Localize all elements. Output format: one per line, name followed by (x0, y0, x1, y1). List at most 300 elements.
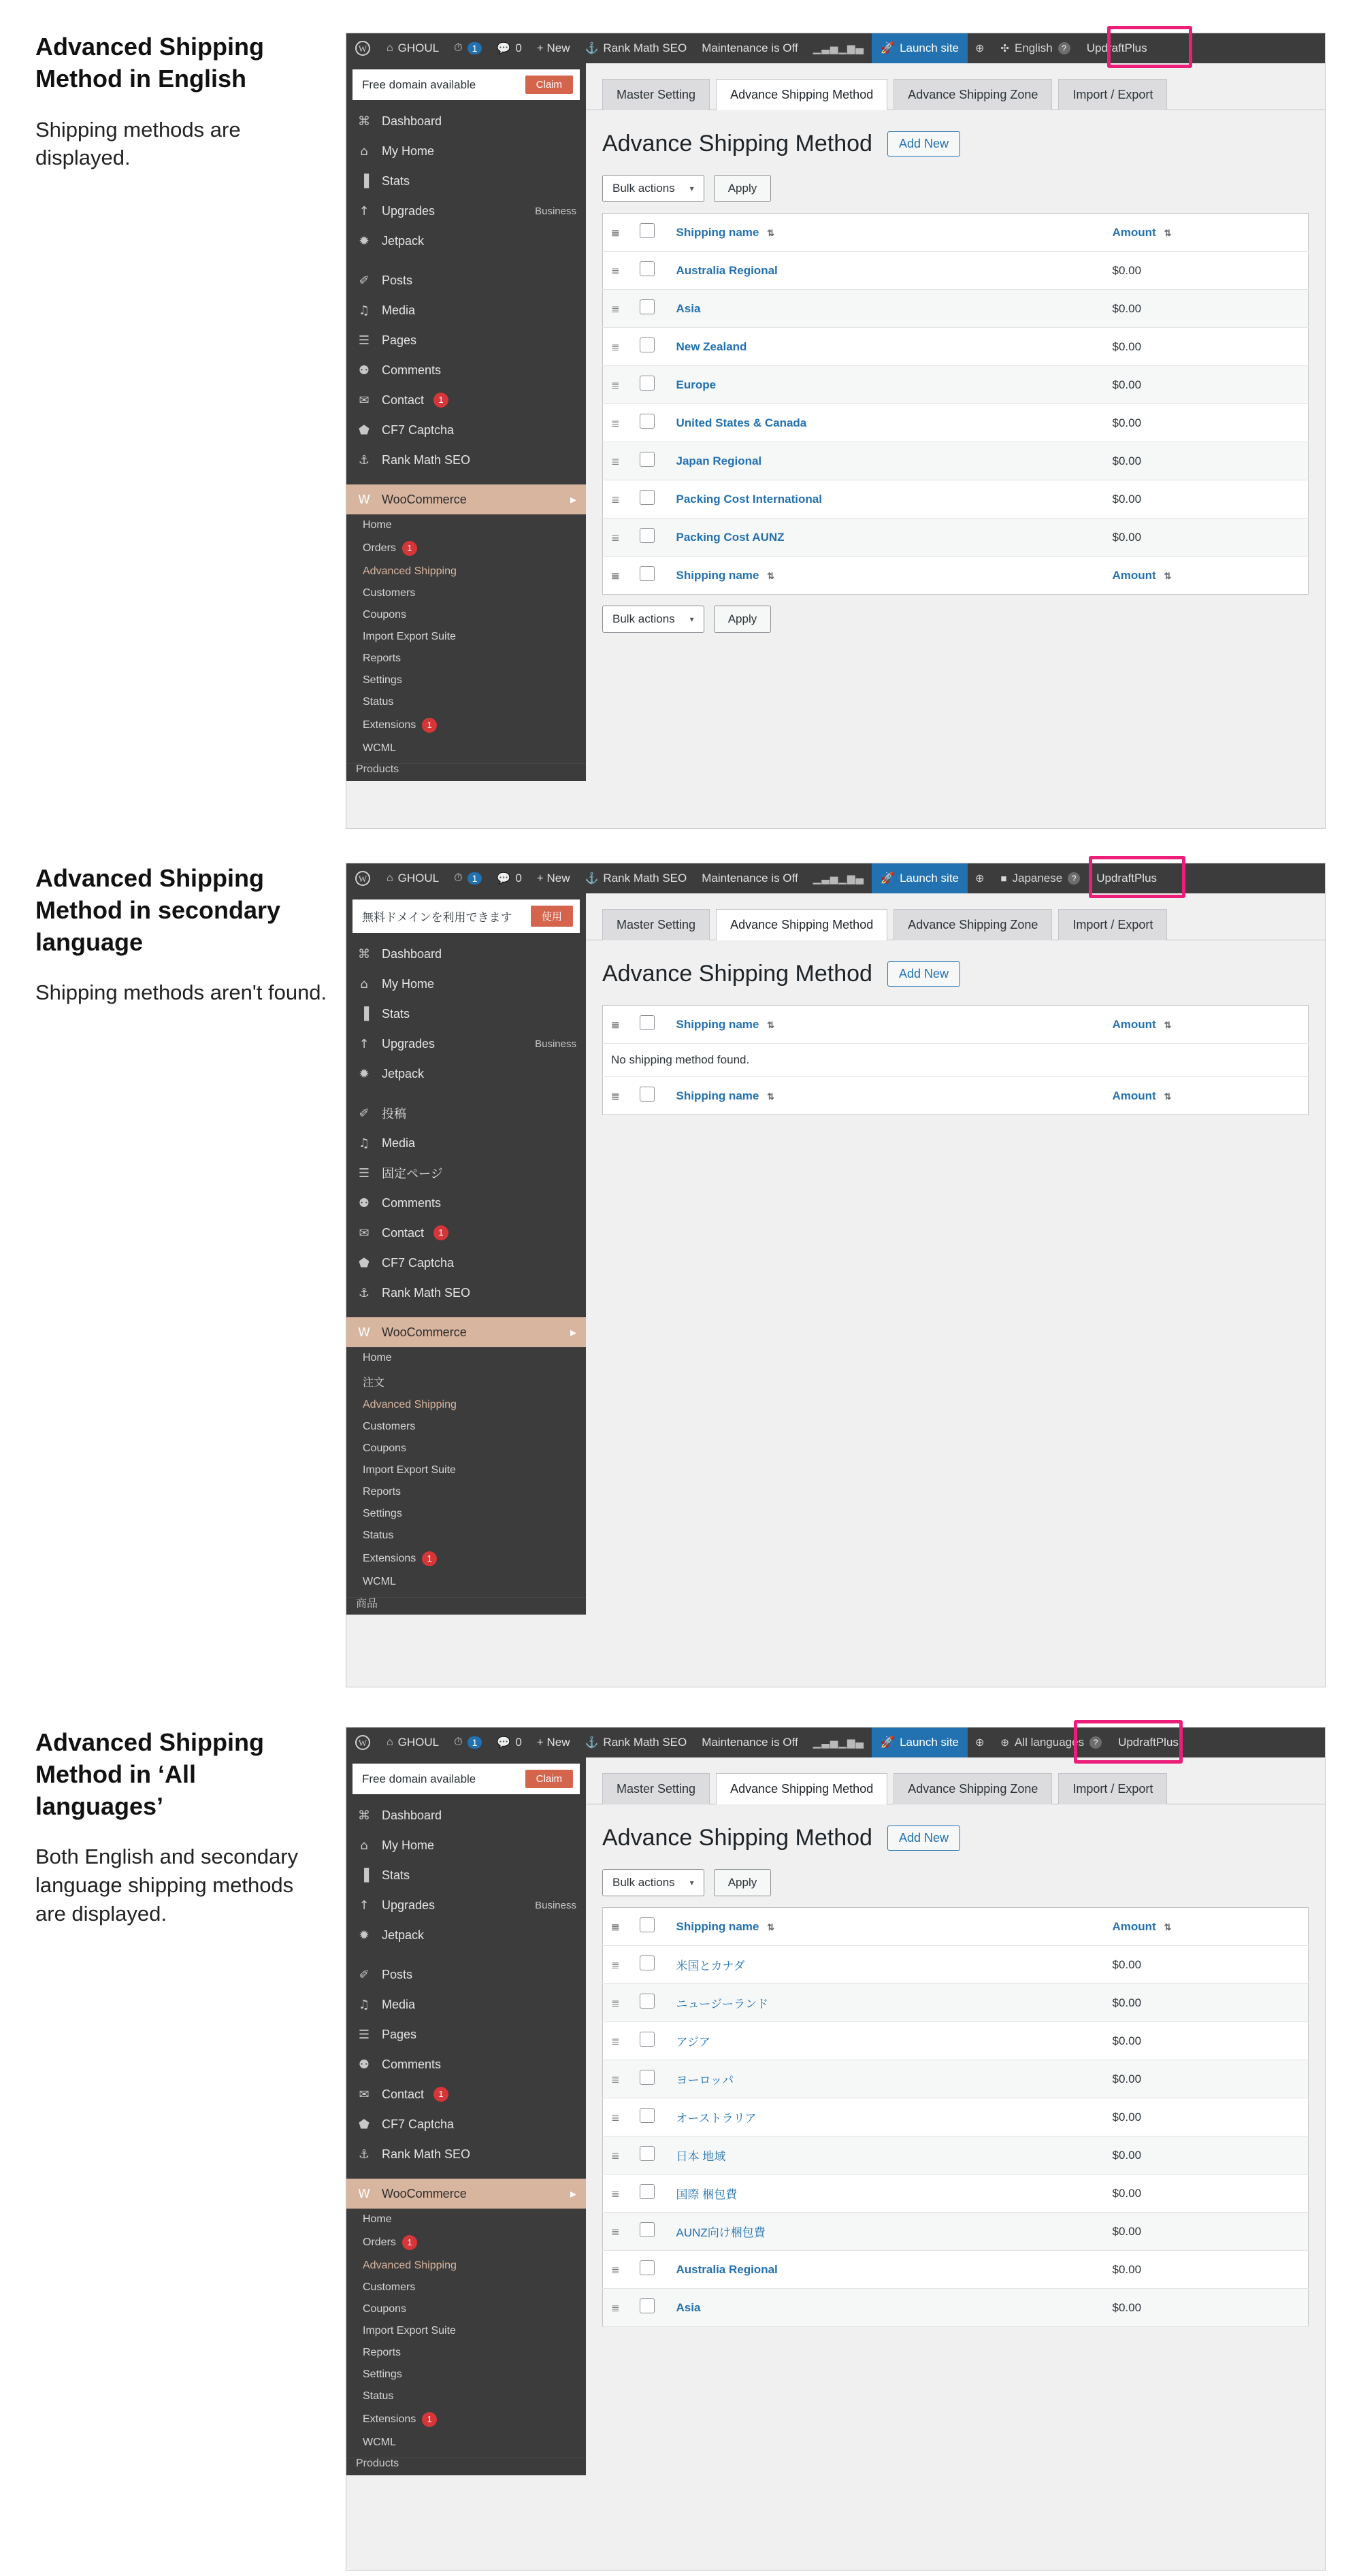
sidebar-item-cf7-captcha[interactable] (346, 2109, 586, 2139)
table-row[interactable] (603, 366, 1309, 404)
tab-advance-shipping-method[interactable] (716, 909, 887, 940)
shipping-name-link[interactable]: アジア (676, 2036, 710, 2049)
launch-site-button[interactable] (872, 863, 968, 893)
shipping-name-link[interactable]: 日本 地域 (676, 2150, 726, 2163)
wp-logo-icon[interactable]: W (346, 1728, 379, 1757)
amount-footer[interactable] (1104, 557, 1309, 595)
submenu-item-reports[interactable] (346, 648, 586, 670)
select-all-footer[interactable] (632, 1077, 668, 1115)
sidebar-item-label: Upgrades (382, 1036, 436, 1051)
sidebar-item-pages[interactable] (346, 2019, 586, 2049)
sidebar-item-dashboard[interactable] (346, 939, 586, 969)
amount-footer[interactable] (1104, 1077, 1309, 1115)
upgrades-plan-label: Business (535, 1038, 576, 1050)
submenu-item-label: Settings (363, 1508, 402, 1519)
wp-logo-icon[interactable]: W (346, 33, 379, 63)
submenu-item-status[interactable] (346, 2385, 586, 2407)
domain-banner-text: 無料ドメインを利用できます (362, 911, 512, 924)
amount-value: $0.00 (1112, 2224, 1142, 2238)
select-all-checkbox[interactable] (640, 566, 655, 581)
chevron-down-icon: ▾ (689, 184, 694, 193)
page-title: Advance Shipping Method (602, 961, 872, 987)
amount-header[interactable] (1104, 1908, 1309, 1946)
select-all-checkbox[interactable] (640, 223, 655, 238)
table-row[interactable] (603, 2251, 1309, 2289)
shipping-name-link[interactable]: New Zealand (676, 340, 747, 353)
sidebar-item-label: 固定ページ (382, 1167, 443, 1180)
drag-handle-icon[interactable]: ≣ (611, 1959, 621, 1971)
shipping-name-link[interactable]: Australia Regional (676, 2262, 778, 2276)
admin-bar (346, 863, 1325, 893)
chart-icon: ▐ (359, 1006, 369, 1021)
launch-site-button[interactable] (872, 33, 968, 63)
submenu-item-wcml[interactable] (346, 1571, 586, 1593)
shipping-name-link[interactable]: Packing Cost International (676, 492, 822, 506)
submenu-item-status[interactable] (346, 1525, 586, 1547)
dashboard-icon: ⌘ (358, 1808, 370, 1823)
row-checkbox[interactable] (640, 452, 655, 467)
table-row[interactable] (603, 2022, 1309, 2060)
shipping-name-header[interactable] (668, 1908, 1104, 1946)
amount-header[interactable] (1104, 214, 1309, 252)
select-all-footer[interactable] (632, 557, 668, 595)
sidebar-item-label: Contact (382, 393, 425, 407)
sidebar-item-media[interactable] (346, 1989, 586, 2019)
stats-sparkline[interactable] (806, 33, 872, 63)
sidebar-item-pages[interactable] (346, 1158, 586, 1188)
amount-value: $0.00 (1112, 2034, 1142, 2047)
sidebar-item-cf7-captcha[interactable] (346, 415, 586, 445)
submenu-item-advanced-shipping[interactable] (346, 561, 586, 582)
submenu-item-extensions[interactable] (346, 713, 586, 738)
row-checkbox[interactable] (640, 1955, 655, 1970)
sidebar-item-posts[interactable] (346, 1098, 586, 1128)
sidebar-item-rank-math-seo[interactable] (346, 2139, 586, 2169)
sidebar-item-cf7-captcha[interactable] (346, 1248, 586, 1278)
submenu-item-coupons[interactable] (346, 1438, 586, 1459)
shipping-name-link[interactable]: ヨーロッパ (676, 2074, 734, 2087)
row-checkbox[interactable] (640, 2032, 655, 2047)
domain-banner-text: Free domain available (362, 1772, 476, 1785)
table-row[interactable] (603, 2060, 1309, 2098)
shipping-name-header[interactable] (668, 1006, 1104, 1044)
revisions-item[interactable] (446, 863, 489, 893)
sidebar-item-jetpack[interactable] (346, 1059, 586, 1089)
drag-handle-icon[interactable]: ≣ (611, 2302, 621, 2314)
claim-button[interactable]: Claim (525, 1770, 573, 1788)
shipping-name-link[interactable]: Japan Regional (676, 454, 762, 467)
drag-handle-icon[interactable]: ≣ (611, 493, 621, 506)
shipping-name-footer[interactable] (668, 557, 1104, 595)
table-row[interactable] (603, 480, 1309, 518)
contact-count-badge: 1 (433, 1225, 448, 1240)
sidebar-item-jetpack[interactable] (346, 226, 586, 256)
sidebar-item-woocommerce[interactable] (346, 2179, 586, 2209)
updraft-item[interactable] (1079, 33, 1155, 63)
column-label: Amount (1112, 568, 1156, 582)
sidebar-item-my-home[interactable] (346, 136, 586, 166)
bulk-actions-top (586, 1869, 1325, 1907)
sidebar-item-stats[interactable] (346, 1860, 586, 1890)
globe-icon: ⊕ (975, 1737, 985, 1749)
page-header (586, 940, 1325, 1005)
admin-bar (346, 33, 1325, 63)
submenu-item-orders[interactable] (346, 1369, 586, 1394)
select-all-checkbox[interactable] (640, 1917, 655, 1932)
drag-handle-icon[interactable]: ≣ (611, 2111, 621, 2124)
table-row[interactable] (603, 2213, 1309, 2251)
drag-handle-icon[interactable]: ≣ (611, 303, 621, 315)
table-row[interactable] (603, 404, 1309, 442)
drag-handle-icon[interactable]: ≣ (611, 1997, 621, 2009)
domain-banner[interactable] (352, 1764, 580, 1794)
shipping-name-link[interactable]: Europe (676, 378, 717, 391)
table-row[interactable] (603, 2175, 1309, 2213)
shipping-name-link[interactable]: Australia Regional (676, 263, 778, 277)
submenu-item-home[interactable] (346, 514, 586, 536)
sidebar-item-posts[interactable] (346, 1960, 586, 1989)
rank-math-item[interactable] (577, 33, 694, 63)
row-checkbox[interactable] (640, 299, 655, 314)
submenu-item-settings[interactable] (346, 2364, 586, 2385)
new-label: + New (536, 1736, 570, 1749)
drag-handle-icon[interactable]: ≣ (611, 379, 621, 391)
shipping-name-link[interactable]: AUNZ向け梱包費 (676, 2226, 766, 2239)
apply-button[interactable]: Apply (714, 175, 772, 202)
upgrades-plan-label: Business (535, 205, 576, 217)
sidebar-item-woocommerce[interactable] (346, 484, 586, 514)
tab-advance-shipping-zone[interactable] (893, 79, 1052, 110)
submenu-item-customers[interactable] (346, 582, 586, 604)
claim-button[interactable]: 使用 (531, 906, 573, 927)
apply-button[interactable]: Apply (714, 1869, 772, 1896)
submenu-item-home[interactable] (346, 1347, 586, 1369)
comments-item[interactable] (489, 863, 529, 893)
drag-handle-icon[interactable]: ≣ (611, 2035, 621, 2047)
drag-handle-icon[interactable]: ≣ (611, 2073, 621, 2085)
drag-handle-icon[interactable]: ≣ (611, 2187, 621, 2200)
tab-advance-shipping-method[interactable] (716, 1773, 887, 1804)
maintenance-item[interactable] (694, 33, 805, 63)
sidebar-item-woocommerce[interactable] (346, 1317, 586, 1347)
submenu-item-reports[interactable] (346, 1481, 586, 1503)
sidebar-item-products-partial[interactable] (346, 1597, 586, 1608)
comment-icon: ⚉ (358, 1195, 370, 1210)
sidebar-item-pages[interactable] (346, 325, 586, 355)
submenu-item-orders[interactable] (346, 2230, 586, 2255)
select-all-header[interactable] (632, 1006, 668, 1044)
table-row[interactable] (603, 2289, 1309, 2327)
submenu-item-customers[interactable] (346, 1416, 586, 1438)
globe-icon: ⊕ (975, 43, 985, 54)
help-item[interactable] (968, 863, 991, 893)
submenu-item-import-export-suite[interactable] (346, 2320, 586, 2342)
rank-math-item[interactable] (577, 1728, 694, 1757)
drag-handle-icon[interactable]: ≣ (611, 265, 621, 277)
sidebar-item-label: 商品 (356, 1598, 378, 1608)
site-name-item[interactable] (379, 1728, 446, 1757)
tab-label: Master Setting (617, 918, 696, 931)
sidebar-item-media[interactable] (346, 295, 586, 325)
flag-icon: ■ (1000, 872, 1007, 885)
maintenance-item[interactable] (694, 863, 805, 893)
updraft-item[interactable] (1111, 1728, 1186, 1757)
handle-column-header (603, 1006, 632, 1044)
sidebar-item-products-partial[interactable] (346, 2458, 586, 2468)
launch-site-button[interactable] (872, 1728, 968, 1757)
apply-button[interactable]: Apply (714, 606, 772, 633)
sidebar-item-dashboard[interactable] (346, 106, 586, 136)
submenu-item-wcml[interactable] (346, 2432, 586, 2454)
sidebar-item-comments[interactable] (346, 355, 586, 385)
shipping-name-link[interactable]: 米国とカナダ (676, 1960, 745, 1972)
sidebar-item-contact[interactable] (346, 2079, 586, 2109)
sidebar-item-stats[interactable] (346, 999, 586, 1029)
submenu-item-label: Advanced Shipping (363, 1399, 457, 1410)
admin-sidebar (346, 893, 586, 1615)
row-checkbox[interactable] (640, 376, 655, 391)
add-new-button[interactable]: Add New (887, 961, 960, 987)
sidebar-item-label: Contact (382, 2087, 425, 2101)
chevron-right-icon: ▸ (570, 1325, 576, 1339)
shipping-name-footer[interactable] (668, 1077, 1104, 1115)
revisions-item[interactable] (446, 1728, 489, 1757)
tab-advance-shipping-zone[interactable] (893, 909, 1052, 940)
row-checkbox[interactable] (640, 414, 655, 429)
shipping-name-link[interactable]: Asia (676, 2300, 701, 2314)
add-new-button[interactable]: Add New (887, 131, 960, 156)
sidebar-item-stats[interactable] (346, 166, 586, 196)
sidebar-item-posts[interactable] (346, 265, 586, 295)
submenu-item-label: Status (363, 1530, 394, 1541)
select-all-header[interactable] (632, 1908, 668, 1946)
site-name: GHOUL (397, 42, 440, 54)
tab-master-setting[interactable] (602, 909, 710, 940)
admin-content (586, 893, 1325, 1615)
row-checkbox[interactable] (640, 2260, 655, 2275)
caption-title: Advanced Shipping Method in English (35, 33, 265, 93)
table-row[interactable] (603, 2136, 1309, 2175)
sidebar-item-media[interactable] (346, 1128, 586, 1158)
submenu-item-label: Status (363, 2390, 394, 2402)
sidebar-item-label: Comments (382, 363, 442, 377)
shipping-name-link[interactable]: 国際 梱包費 (676, 2188, 738, 2201)
row-checkbox[interactable] (640, 261, 655, 276)
row-checkbox[interactable] (640, 1994, 655, 2009)
submenu-item-wcml[interactable] (346, 738, 586, 759)
maintenance-item[interactable] (694, 1728, 805, 1757)
sidebar-item-rank-math-seo[interactable] (346, 1278, 586, 1308)
submenu-item-orders[interactable] (346, 536, 586, 561)
submenu-item-extensions[interactable] (346, 1547, 586, 1571)
bulk-actions-select[interactable] (602, 1869, 704, 1896)
row-checkbox[interactable] (640, 2222, 655, 2237)
admin-body (346, 893, 1325, 1615)
sidebar-item-my-home[interactable] (346, 969, 586, 999)
shipping-name-link[interactable]: Packing Cost AUNZ (676, 530, 785, 544)
submenu-item-coupons[interactable] (346, 2298, 586, 2320)
tab-master-setting[interactable] (602, 1773, 710, 1804)
sidebar-item-label: Upgrades (382, 1898, 436, 1912)
submenu-item-settings[interactable] (346, 670, 586, 691)
amount-header[interactable] (1104, 1006, 1309, 1044)
sidebar-item-upgrades[interactable] (346, 1890, 586, 1920)
sidebar-item-contact[interactable] (346, 385, 586, 415)
sidebar-item-rank-math-seo[interactable] (346, 445, 586, 475)
cart-icon: ↑ (359, 1898, 370, 1913)
sidebar-item-upgrades[interactable] (346, 1029, 586, 1059)
tab-advance-shipping-method[interactable] (716, 79, 887, 110)
row-checkbox[interactable] (640, 490, 655, 505)
updraft-item[interactable] (1089, 863, 1164, 893)
domain-banner[interactable] (352, 69, 580, 100)
comments-item[interactable] (489, 1728, 529, 1757)
sidebar-item-label: WooCommerce (382, 492, 467, 506)
tab-advance-shipping-zone[interactable] (893, 1773, 1052, 1804)
rank-math-item[interactable] (577, 863, 694, 893)
table-row[interactable] (603, 2098, 1309, 2136)
site-name-item[interactable] (379, 863, 446, 893)
submenu-item-customers[interactable] (346, 2277, 586, 2298)
add-new-button[interactable]: Add New (887, 1826, 960, 1851)
new-content-item[interactable] (529, 1728, 578, 1757)
row-checkbox[interactable] (640, 2070, 655, 2085)
new-content-item[interactable] (529, 33, 578, 63)
revisions-item[interactable] (446, 33, 489, 63)
comment-icon: 💬 (497, 1737, 511, 1749)
submenu-item-label: Orders (363, 2236, 396, 2248)
submenu-item-import-export-suite[interactable] (346, 626, 586, 648)
row-checkbox[interactable] (640, 528, 655, 543)
launch-site-label: Launch site (900, 872, 960, 885)
sidebar-item-comments[interactable] (346, 2049, 586, 2079)
chevron-down-icon: ▾ (689, 1878, 694, 1887)
caption-title: Advanced Shipping Method in ‘All languages’ (35, 1728, 265, 1820)
row-checkbox[interactable] (640, 2108, 655, 2123)
shield-icon: ⬟ (359, 2117, 370, 2132)
media-icon: ♫ (358, 303, 370, 318)
row-checkbox[interactable] (640, 2298, 655, 2313)
submenu-item-reports[interactable] (346, 2342, 586, 2364)
sidebar-item-label: Pages (382, 333, 417, 347)
stats-sparkline[interactable] (806, 1728, 872, 1757)
caption-text: Both English and secondary language shipping methods are displayed. (35, 1845, 299, 1926)
shipping-name-header[interactable] (668, 214, 1104, 252)
revisions-count: 1 (468, 872, 482, 885)
submenu-item-status[interactable] (346, 691, 586, 713)
sidebar-item-comments[interactable] (346, 1188, 586, 1218)
shipping-name-link[interactable]: Asia (676, 301, 701, 315)
site-name-item[interactable] (379, 33, 446, 63)
row-checkbox[interactable] (640, 337, 655, 352)
tab-import-export[interactable] (1058, 79, 1167, 110)
column-label: Shipping name (676, 1017, 759, 1031)
bulk-actions-select[interactable] (602, 606, 704, 633)
drag-handle-icon[interactable]: ≣ (611, 2264, 621, 2276)
domain-banner[interactable] (352, 899, 580, 933)
row-checkbox[interactable] (640, 2184, 655, 2199)
drag-handle-icon[interactable]: ≣ (611, 341, 621, 353)
drag-handle-icon[interactable]: ≣ (611, 455, 621, 467)
submenu-item-settings[interactable] (346, 1503, 586, 1525)
empty-state-row (603, 1044, 1309, 1077)
shipping-name-link[interactable]: オーストラリア (676, 2112, 757, 2125)
table-row[interactable] (603, 290, 1309, 328)
table-row[interactable] (603, 442, 1309, 480)
submenu-item-label: Extensions (363, 2413, 416, 2425)
tab-label: Import / Export (1072, 1782, 1153, 1796)
column-label: Shipping name (676, 225, 759, 239)
table-row[interactable] (603, 1946, 1309, 1984)
submenu-item-extensions[interactable] (346, 2407, 586, 2432)
select-all-checkbox[interactable] (640, 1015, 655, 1030)
drag-handle-icon[interactable]: ≣ (611, 531, 621, 544)
language-switcher[interactable] (991, 33, 1079, 63)
tab-import-export[interactable] (1058, 1773, 1167, 1804)
tab-master-setting[interactable] (602, 79, 710, 110)
sidebar-item-products-partial[interactable] (346, 763, 586, 774)
claim-button[interactable]: Claim (525, 76, 573, 94)
rocket-icon: 🚀 (880, 1736, 896, 1749)
drag-handle-icon[interactable]: ≣ (611, 417, 621, 429)
sidebar-item-label: Dashboard (382, 946, 442, 961)
select-all-checkbox[interactable] (640, 1087, 655, 1102)
shipping-name-link[interactable]: United States & Canada (676, 416, 807, 429)
shipping-name-link[interactable]: ニュージーランド (676, 1998, 769, 2011)
submenu-item-import-export-suite[interactable] (346, 1459, 586, 1481)
sidebar-item-label: CF7 Captcha (382, 423, 455, 437)
sidebar-item-label: CF7 Captcha (382, 1255, 455, 1270)
table-row[interactable] (603, 518, 1309, 557)
sidebar-item-dashboard[interactable] (346, 1800, 586, 1830)
drag-handle-icon[interactable]: ≣ (611, 2149, 621, 2162)
language-switcher[interactable] (991, 1728, 1111, 1757)
wp-logo-icon[interactable]: W (346, 863, 379, 893)
submenu-item-advanced-shipping[interactable] (346, 2255, 586, 2277)
sidebar-item-jetpack[interactable] (346, 1920, 586, 1950)
submenu-item-label: Advanced Shipping (363, 565, 457, 577)
table-row[interactable] (603, 328, 1309, 366)
new-content-item[interactable] (529, 863, 578, 893)
handle-column-header (603, 1908, 632, 1946)
comments-item[interactable] (489, 33, 529, 63)
drag-handle-icon: ≣ (611, 1019, 621, 1031)
sidebar-item-my-home[interactable] (346, 1830, 586, 1860)
sidebar-item-contact[interactable] (346, 1218, 586, 1248)
bulk-actions-select[interactable] (602, 175, 704, 202)
submenu-item-label: Import Export Suite (363, 631, 456, 642)
updraft-label: UpdraftPlus (1118, 1736, 1179, 1749)
select-all-header[interactable] (632, 214, 668, 252)
submenu-item-coupons[interactable] (346, 604, 586, 626)
submenu-item-home[interactable] (346, 2209, 586, 2230)
row-checkbox[interactable] (640, 2146, 655, 2161)
help-item[interactable] (968, 1728, 991, 1757)
tab-import-export[interactable] (1058, 909, 1167, 940)
contact-count-badge: 1 (433, 393, 448, 408)
help-item[interactable] (968, 33, 991, 63)
sidebar-item-label: My Home (382, 976, 435, 991)
language-switcher[interactable] (991, 863, 1089, 893)
home-icon: ⌂ (360, 1838, 368, 1853)
table-row[interactable] (603, 1984, 1309, 2022)
sidebar-item-upgrades[interactable] (346, 196, 586, 226)
table-row[interactable] (603, 252, 1309, 290)
submenu-item-label: Extensions (363, 719, 416, 731)
drag-handle-icon[interactable]: ≣ (611, 2226, 621, 2238)
stats-sparkline[interactable] (806, 863, 872, 893)
submenu-item-advanced-shipping[interactable] (346, 1394, 586, 1416)
